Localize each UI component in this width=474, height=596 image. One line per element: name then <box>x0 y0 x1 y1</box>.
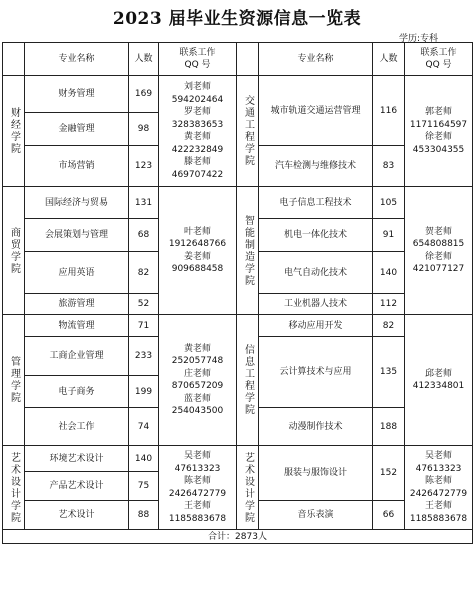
college-cell-right <box>237 446 259 530</box>
contact-qq: 412334801 <box>412 381 465 391</box>
college-name: 商贸学院 <box>8 226 20 275</box>
major-name: 云计算技术与应用 <box>259 337 373 408</box>
header-contact-right <box>405 43 473 76</box>
total-row <box>3 530 473 544</box>
contact-qq: 909688458 <box>171 264 224 274</box>
major-name: 电子信息工程技术 <box>259 187 373 219</box>
total-cell <box>3 530 473 544</box>
header-count-right: 人数 <box>373 43 405 76</box>
major-name: 音乐表演 <box>259 501 373 530</box>
college-cell-left <box>3 76 25 187</box>
header-major-left: 专业名称 <box>25 43 129 76</box>
major-count: 88 <box>129 501 159 530</box>
major-count: 152 <box>373 446 405 501</box>
total-value: 2873 <box>235 531 258 542</box>
major-name: 机电一体化技术 <box>259 219 373 252</box>
contact-cell-right <box>405 315 473 446</box>
contact-cell-left <box>159 315 237 446</box>
contact-teacher: 蓝老师 <box>183 393 211 404</box>
major-count: 169 <box>129 76 159 113</box>
college-name: 交通工程学院 <box>242 95 254 167</box>
contact-teacher: 姜老师 <box>183 251 211 262</box>
contact-teacher: 吴老师 <box>424 451 452 461</box>
major-count: 66 <box>373 501 405 530</box>
contact-teacher: 邱老师 <box>424 368 452 379</box>
contact-teacher: 陈老师 <box>424 476 452 486</box>
contact-cell-left <box>159 76 237 187</box>
contact-qq: 453304355 <box>412 144 465 155</box>
header-empty-left <box>3 43 25 76</box>
major-name: 产品艺术设计 <box>25 472 129 501</box>
contact-qq: 469707422 <box>171 169 224 180</box>
major-count: 140 <box>373 252 405 294</box>
header-contact-line2: QQ 号 <box>184 60 211 70</box>
major-name: 服装与服饰设计 <box>259 446 373 501</box>
college-name: 财经学院 <box>8 107 20 155</box>
header-major-right: 专业名称 <box>259 43 373 76</box>
contact-cell-left <box>159 446 237 530</box>
contact-teacher: 贺老师 <box>424 226 452 237</box>
contact-qq: 422232849 <box>171 144 224 155</box>
college-name: 信息工程学院 <box>242 344 254 416</box>
major-name: 工商企业管理 <box>25 337 129 376</box>
major-name: 旅游管理 <box>25 294 129 315</box>
contact-qq: 1171164597 <box>409 119 468 130</box>
major-name: 物流管理 <box>25 315 129 337</box>
contact-qq: 654808815 <box>412 239 465 249</box>
contact-teacher: 黄老师 <box>183 343 211 354</box>
contact-qq: 1185883678 <box>409 513 468 524</box>
major-name: 电气自动化技术 <box>259 252 373 294</box>
table-row <box>3 446 473 472</box>
contact-teacher: 滕老师 <box>183 157 211 167</box>
major-count: 131 <box>129 187 159 219</box>
major-name: 市场营销 <box>25 146 129 187</box>
contact-cell-right <box>405 446 473 530</box>
major-count: 233 <box>129 337 159 376</box>
major-name: 环境艺术设计 <box>25 446 129 472</box>
major-name: 动漫制作技术 <box>259 408 373 446</box>
contact-qq: 1185883678 <box>168 513 227 524</box>
header-contact-line1: 联系工作 <box>179 48 216 58</box>
contact-teacher: 叶老师 <box>183 226 211 237</box>
contact-teacher: 庄老师 <box>183 368 211 379</box>
college-cell-right <box>237 187 259 315</box>
major-count: 52 <box>129 294 159 315</box>
major-name: 应用英语 <box>25 252 129 294</box>
major-count: 123 <box>129 146 159 187</box>
page-title: 2023 届毕业生资源信息一览表 <box>112 9 362 29</box>
table-row <box>3 187 473 219</box>
contact-teacher: 陈老师 <box>183 476 211 486</box>
major-name: 社会工作 <box>25 408 129 446</box>
college-cell-left <box>3 446 25 530</box>
major-count: 74 <box>129 408 159 446</box>
college-cell-left <box>3 315 25 446</box>
major-count: 83 <box>373 146 405 187</box>
contact-qq: 254043500 <box>171 406 224 416</box>
major-count: 116 <box>373 76 405 146</box>
college-name: 管理学院 <box>8 356 20 404</box>
major-name: 工业机器人技术 <box>259 294 373 315</box>
major-count: 188 <box>373 408 405 446</box>
major-name: 财务管理 <box>25 76 129 113</box>
table-row <box>3 315 473 337</box>
contact-qq: 870657209 <box>171 381 224 391</box>
major-count: 135 <box>373 337 405 408</box>
major-count: 140 <box>129 446 159 472</box>
contact-qq: 47613323 <box>174 463 221 474</box>
contact-qq: 47613323 <box>415 463 462 474</box>
major-count: 112 <box>373 294 405 315</box>
total-unit: 人 <box>257 531 267 542</box>
contact-teacher: 王老师 <box>424 501 452 511</box>
contact-qq: 1912648766 <box>168 239 227 249</box>
contact-teacher: 吴老师 <box>183 451 211 461</box>
major-count: 82 <box>129 252 159 294</box>
major-count: 199 <box>129 376 159 408</box>
major-name: 移动应用开发 <box>259 315 373 337</box>
contact-qq: 328383653 <box>171 119 224 130</box>
contact-cell-right <box>405 76 473 187</box>
college-cell-left <box>3 187 25 315</box>
major-count: 75 <box>129 472 159 501</box>
header-contact-line2: QQ 号 <box>425 60 452 70</box>
contact-teacher: 黄老师 <box>183 132 211 142</box>
college-name: 艺术设计学院 <box>8 451 20 524</box>
major-name: 国际经济与贸易 <box>25 187 129 219</box>
header-empty-right <box>237 43 259 76</box>
major-name: 电子商务 <box>25 376 129 408</box>
contact-teacher: 罗老师 <box>183 107 211 117</box>
major-name: 会展策划与管理 <box>25 219 129 252</box>
header-count-left: 人数 <box>129 43 159 76</box>
contact-cell-left <box>159 187 237 315</box>
total-label: 合计： <box>208 531 236 542</box>
contact-teacher: 徐老师 <box>424 251 452 262</box>
major-count: 98 <box>129 113 159 146</box>
major-name: 金融管理 <box>25 113 129 146</box>
college-cell-right <box>237 76 259 187</box>
major-count: 71 <box>129 315 159 337</box>
college-name: 智能制造学院 <box>242 214 254 287</box>
table-row <box>3 76 473 113</box>
college-name: 艺术设计学院 <box>242 451 254 524</box>
header-contact-left <box>159 43 237 76</box>
contact-teacher: 王老师 <box>183 501 211 511</box>
major-name: 汽车检测与维修技术 <box>259 146 373 187</box>
contact-qq: 2426472779 <box>409 488 468 499</box>
header-contact-line1: 联系工作 <box>420 48 457 58</box>
contact-teacher: 郭老师 <box>424 107 452 117</box>
contact-qq: 594202464 <box>171 94 224 105</box>
contact-qq: 252057748 <box>171 356 224 366</box>
contact-qq: 421077127 <box>412 264 465 274</box>
major-name: 城市轨道交通运营管理 <box>259 76 373 146</box>
major-count: 105 <box>373 187 405 219</box>
education-level: 学历:专科 <box>398 34 438 44</box>
graduate-resource-table <box>2 42 473 544</box>
contact-teacher: 徐老师 <box>424 132 452 142</box>
contact-cell-right <box>405 187 473 315</box>
major-count: 91 <box>373 219 405 252</box>
major-name: 艺术设计 <box>25 501 129 530</box>
major-count: 82 <box>373 315 405 337</box>
contact-qq: 2426472779 <box>168 488 227 499</box>
contact-teacher: 刘老师 <box>183 82 211 92</box>
header-row <box>3 43 473 76</box>
major-count: 68 <box>129 219 159 252</box>
college-cell-right <box>237 315 259 446</box>
